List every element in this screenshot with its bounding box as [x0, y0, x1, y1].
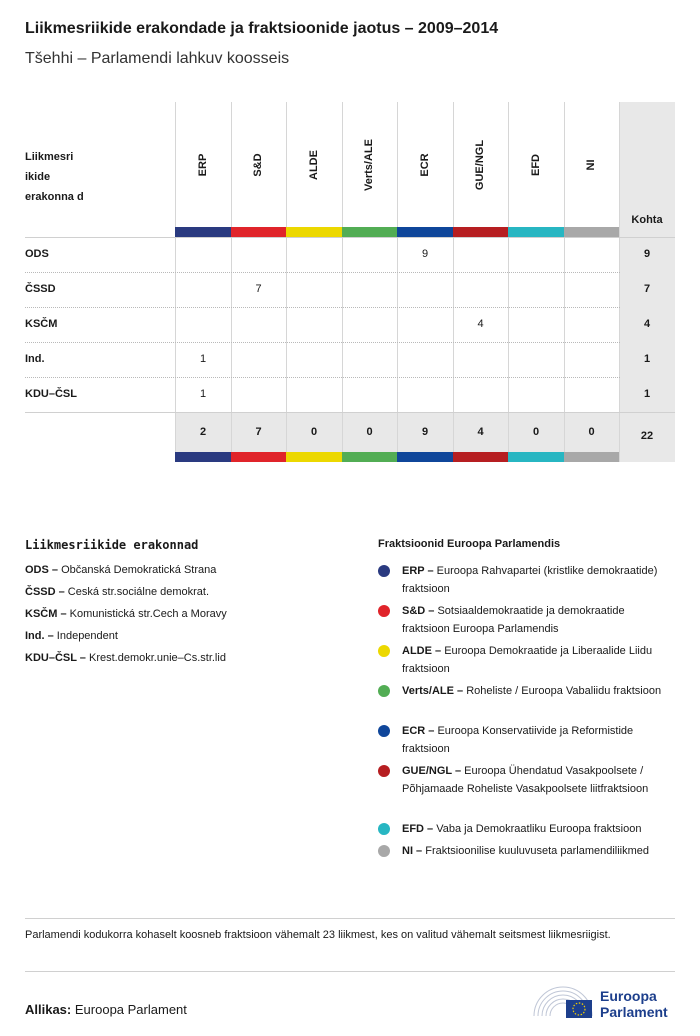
group-abbr: EFD –: [402, 823, 437, 835]
group-color-bar: [342, 452, 398, 462]
table-row-label: ODS: [25, 248, 49, 260]
group-abbr: Verts/ALE –: [402, 685, 467, 697]
row-divider: [25, 272, 620, 273]
group-abbr: ECR –: [402, 725, 438, 737]
hemicycle-icon: [530, 980, 596, 1022]
party-legend-item: [25, 564, 216, 576]
row-divider: [25, 377, 620, 378]
divider: [25, 971, 675, 972]
group-header-erp: [193, 112, 213, 217]
group-color-bar: [286, 227, 342, 237]
table-cell: 4: [477, 318, 484, 330]
party-name: Independent: [56, 630, 118, 642]
source-line: [25, 1002, 187, 1017]
group-legend-text: [402, 842, 674, 860]
group-name: Fraktsioonilise kuuluvuseta parlamendiliikmed: [425, 845, 650, 857]
group-color-bar: [175, 227, 231, 237]
group-color-bar: [453, 452, 509, 462]
group-color-bar: [286, 452, 342, 462]
party-legend-item: [25, 630, 118, 642]
group-header-sd: [248, 112, 268, 217]
row-total: 7: [643, 283, 651, 295]
group-name: Euroopa Ühendatud Vasakpoolsete / Põhjamaade Roheliste Vasakpoolsete liitfraktsioon: [402, 765, 649, 795]
group-color-bar: [231, 452, 287, 462]
group-abbr: GUE/NGL –: [402, 765, 465, 777]
party-legend-item: [25, 652, 226, 664]
legend-dot-icon: [378, 685, 390, 697]
group-header-label: NI: [585, 159, 598, 170]
row-total: 1: [643, 353, 651, 365]
table-cell: 1: [199, 353, 207, 365]
legend-dot-icon: [378, 823, 390, 835]
group-legend-text: [402, 820, 674, 838]
column-total: 0: [366, 426, 373, 438]
group-header-alde: [304, 112, 324, 217]
party-abbr: ODS –: [25, 564, 62, 576]
group-abbr: NI –: [402, 845, 426, 857]
group-name: Euroopa Demokraatide ja Liberaalide Liidu fraktsioon: [402, 645, 653, 675]
row-total: 9: [643, 248, 651, 260]
divider: [25, 918, 675, 919]
column-divider: [619, 102, 620, 462]
group-color-bar: [342, 227, 398, 237]
logo-line-2: Parlament: [600, 1004, 668, 1020]
group-color-bar: [508, 227, 564, 237]
group-legend-text: [402, 762, 674, 798]
group-legend-text: [402, 562, 674, 598]
group-header-guengl: [470, 112, 490, 217]
group-color-bar: [564, 227, 620, 237]
group-header-label: S&D: [252, 152, 265, 177]
legend-dot-icon: [378, 645, 390, 657]
table-row-label: KSČM: [25, 318, 58, 330]
legend-dot-icon: [378, 765, 390, 777]
group-color-bar: [231, 227, 287, 237]
grand-total: 22: [640, 430, 654, 442]
column-divider: [342, 102, 343, 462]
group-header-label: ECR: [418, 152, 431, 177]
group-name: Euroopa Konservatiivide ja Reformistide fraktsioon: [402, 725, 634, 755]
column-total: 0: [532, 426, 540, 438]
group-legend-text: [402, 602, 674, 638]
total-header: Kohta: [631, 214, 663, 226]
column-total: 0: [588, 426, 595, 438]
distribution-table: [0, 0, 700, 480]
row-divider: [25, 342, 620, 343]
source-value: Euroopa Parlament: [74, 1002, 187, 1017]
table-cell: 7: [255, 283, 262, 295]
group-color-bar: [453, 227, 509, 237]
table-row-label: KDU–ČSL: [25, 388, 77, 400]
footnote: Parlamendi kodukorra kohaselt koosneb fraktsioon vähemalt 23 liikmest, kes on valitud vähemalt seitsmest liikmesriigist.: [25, 929, 611, 941]
column-total: 4: [477, 426, 484, 438]
header-divider: [25, 237, 675, 238]
group-header-ecr: [415, 112, 435, 217]
total-column-background: [619, 102, 675, 462]
row-divider: [25, 412, 675, 413]
column-divider: [397, 102, 398, 462]
group-header-efd: [526, 112, 546, 217]
row-total: 4: [643, 318, 651, 330]
group-abbr: ERP –: [402, 565, 437, 577]
table-cell: 9: [421, 248, 429, 260]
table-cell: 1: [199, 388, 207, 400]
table-row-label: ČSSD: [25, 283, 56, 295]
group-legend-text: [402, 682, 674, 700]
page-title: Liikmesriikide erakondade ja fraktsioonide jaotus – 2009–2014: [25, 20, 499, 37]
row-total: 1: [643, 388, 651, 400]
source-label: Allikas:: [25, 1002, 72, 1017]
column-divider: [508, 102, 509, 462]
group-color-bar: [175, 452, 231, 462]
legend-dot-icon: [378, 605, 390, 617]
group-color-bar: [508, 452, 564, 462]
group-name: Euroopa Rahvapartei (kristlike demokraatide) fraktsioon: [402, 565, 658, 595]
column-total: 2: [199, 426, 207, 438]
legend-dot-icon: [378, 565, 390, 577]
party-name: Komunistická str.Cech a Moravy: [69, 608, 227, 620]
party-legend-item: [25, 586, 209, 598]
page-subtitle: Tšehhi – Parlamendi lahkuv koosseis: [25, 50, 290, 67]
column-total: 7: [255, 426, 262, 438]
group-header-label: ALDE: [307, 149, 320, 180]
column-divider: [286, 102, 287, 462]
group-abbr: S&D –: [402, 605, 438, 617]
group-name: Sotsiaaldemokraatide ja demokraatide fraktsioon Euroopa Parlamendis: [402, 605, 625, 635]
group-color-bar: [397, 227, 453, 237]
party-name: Občanská Demokratická Strana: [61, 564, 217, 576]
logo-line-1: Euroopa: [600, 988, 657, 1004]
legend-dot-icon: [378, 845, 390, 857]
group-header-label: Verts/ALE: [363, 138, 376, 191]
column-total: 9: [421, 426, 429, 438]
group-header-label: GUE/NGL: [474, 139, 487, 190]
party-name: Ceská str.sociálne demokrat.: [67, 586, 210, 598]
row-divider: [25, 307, 620, 308]
column-divider: [231, 102, 232, 462]
groups-legend-title: Fraktsioonid Euroopa Parlamendis: [378, 538, 561, 550]
group-name: Vaba ja Demokraatliku Euroopa fraktsioon: [436, 823, 642, 835]
group-legend-text: [402, 722, 674, 758]
row-header-label: Liikmesri ikide erakonna d: [25, 151, 84, 203]
table-row-label: Ind.: [25, 353, 45, 365]
party-legend-item: [25, 608, 227, 620]
column-divider: [564, 102, 565, 462]
group-header-label: EFD: [529, 153, 542, 176]
european-parliament-logo: [530, 980, 680, 1022]
party-name: Krest.demokr.unie–Cs.str.lid: [88, 652, 226, 664]
group-legend-text: [402, 642, 674, 678]
group-color-bar: [397, 452, 453, 462]
group-header-label: ERP: [196, 153, 209, 176]
party-abbr: ČSSD –: [25, 586, 68, 598]
party-abbr: Ind. –: [25, 630, 57, 642]
logo-wordmark: [600, 988, 668, 1020]
column-divider: [175, 102, 176, 462]
legend-dot-icon: [378, 725, 390, 737]
group-name: Roheliste / Euroopa Vabaliidu fraktsioon: [466, 685, 662, 697]
group-header-vertsale: [359, 112, 379, 217]
column-divider: [453, 102, 454, 462]
party-abbr: KDU–ČSL –: [25, 652, 89, 664]
group-header-ni: [581, 112, 601, 217]
column-total: 0: [310, 426, 318, 438]
parties-legend-title: Liikmesriikide erakonnad: [25, 538, 199, 552]
party-abbr: KSČM –: [25, 608, 70, 620]
group-abbr: ALDE –: [402, 645, 445, 657]
group-color-bar: [564, 452, 620, 462]
